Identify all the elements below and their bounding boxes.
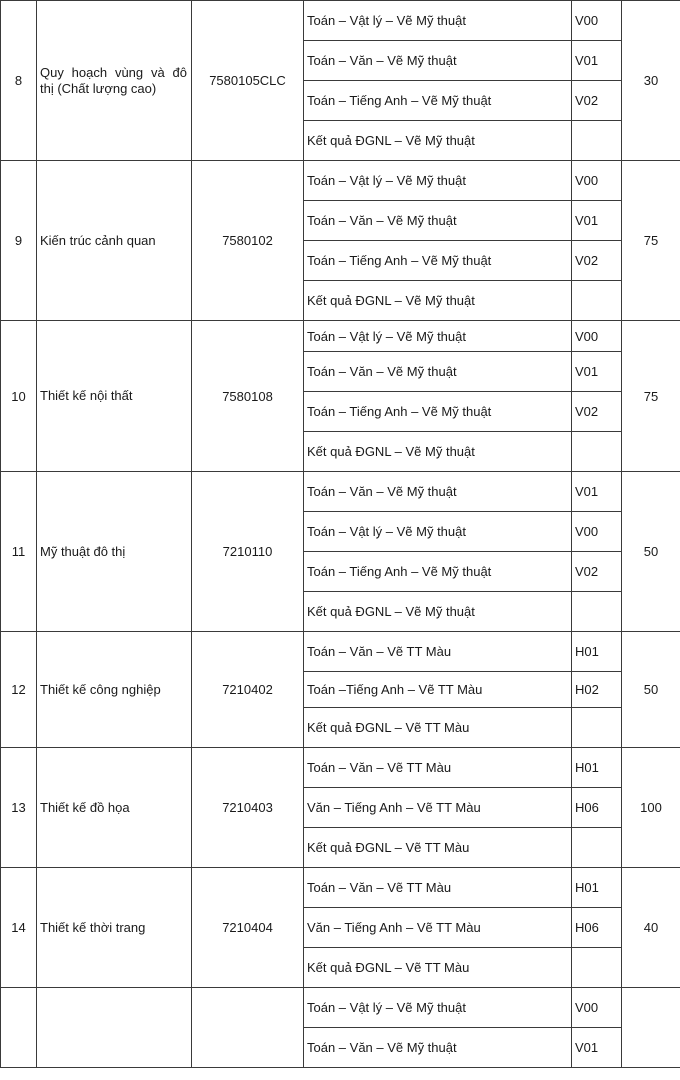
block-code: H01 bbox=[572, 632, 622, 672]
quota: 50 bbox=[622, 632, 680, 748]
row-number: 9 bbox=[1, 161, 37, 321]
block-code: V02 bbox=[572, 81, 622, 121]
block-code bbox=[572, 121, 622, 161]
table-row bbox=[1, 1, 680, 41]
program-code: 7210110 bbox=[192, 472, 304, 632]
subject-combination: Toán – Văn – Vẽ TT Màu bbox=[304, 868, 572, 908]
program-name bbox=[37, 988, 192, 1068]
row-number: 11 bbox=[1, 472, 37, 632]
subject-combination: Toán – Văn – Vẽ Mỹ thuật bbox=[304, 1028, 572, 1068]
block-code: V01 bbox=[572, 472, 622, 512]
block-code: V00 bbox=[572, 321, 622, 352]
block-code bbox=[572, 828, 622, 868]
subject-combination: Kết quả ĐGNL – Vẽ TT Màu bbox=[304, 948, 572, 988]
program-code: 7580105CLC bbox=[192, 1, 304, 161]
quota: 50 bbox=[622, 472, 680, 632]
quota: 30 bbox=[622, 1, 680, 161]
table-row bbox=[1, 868, 680, 908]
subject-combination: Toán – Vật lý – Vẽ Mỹ thuật bbox=[304, 1, 572, 41]
subject-combination: Kết quả ĐGNL – Vẽ Mỹ thuật bbox=[304, 432, 572, 472]
block-code bbox=[572, 708, 622, 748]
table-row bbox=[1, 988, 680, 1028]
quota: 100 bbox=[622, 748, 680, 868]
subject-combination: Toán – Tiếng Anh – Vẽ Mỹ thuật bbox=[304, 552, 572, 592]
program-code: 7210404 bbox=[192, 868, 304, 988]
subject-combination: Toán – Tiếng Anh – Vẽ Mỹ thuật bbox=[304, 392, 572, 432]
quota: 75 bbox=[622, 161, 680, 321]
subject-combination: Toán – Văn – Vẽ TT Màu bbox=[304, 748, 572, 788]
subject-combination: Toán – Tiếng Anh – Vẽ Mỹ thuật bbox=[304, 241, 572, 281]
row-number: 13 bbox=[1, 748, 37, 868]
block-code: V00 bbox=[572, 512, 622, 552]
block-code: V02 bbox=[572, 392, 622, 432]
row-number bbox=[1, 988, 37, 1068]
block-code: H06 bbox=[572, 788, 622, 828]
table-row bbox=[1, 748, 680, 788]
row-number: 10 bbox=[1, 321, 37, 472]
program-name: Quy hoạch vùng và đô thị (Chất lượng cao) bbox=[37, 1, 192, 161]
quota: 40 bbox=[622, 868, 680, 988]
row-number: 14 bbox=[1, 868, 37, 988]
subject-combination: Toán – Văn – Vẽ Mỹ thuật bbox=[304, 352, 572, 392]
program-name: Mỹ thuật đô thị bbox=[37, 472, 192, 632]
block-code: H06 bbox=[572, 908, 622, 948]
block-code: H01 bbox=[572, 748, 622, 788]
block-code bbox=[572, 948, 622, 988]
subject-combination: Toán – Vật lý – Vẽ Mỹ thuật bbox=[304, 321, 572, 352]
program-name: Thiết kế đồ họa bbox=[37, 748, 192, 868]
subject-combination: Toán – Văn – Vẽ Mỹ thuật bbox=[304, 201, 572, 241]
subject-combination: Toán – Văn – Vẽ TT Màu bbox=[304, 632, 572, 672]
subject-combination: Toán – Vật lý – Vẽ Mỹ thuật bbox=[304, 512, 572, 552]
program-code: 7210402 bbox=[192, 632, 304, 748]
block-code: V00 bbox=[572, 161, 622, 201]
subject-combination: Kết quả ĐGNL – Vẽ Mỹ thuật bbox=[304, 592, 572, 632]
subject-combination: Toán – Vật lý – Vẽ Mỹ thuật bbox=[304, 988, 572, 1028]
subject-combination: Toán –Tiếng Anh – Vẽ TT Màu bbox=[304, 672, 572, 708]
program-name: Thiết kế công nghiệp bbox=[37, 632, 192, 748]
quota bbox=[622, 988, 680, 1068]
block-code: V01 bbox=[572, 352, 622, 392]
program-name: Thiết kế thời trang bbox=[37, 868, 192, 988]
program-code: 7210403 bbox=[192, 748, 304, 868]
program-name: Kiến trúc cảnh quan bbox=[37, 161, 192, 321]
block-code: V02 bbox=[572, 552, 622, 592]
subject-combination: Toán – Tiếng Anh – Vẽ Mỹ thuật bbox=[304, 81, 572, 121]
block-code: V01 bbox=[572, 41, 622, 81]
block-code: H02 bbox=[572, 672, 622, 708]
block-code bbox=[572, 432, 622, 472]
program-code bbox=[192, 988, 304, 1068]
table-row bbox=[1, 321, 680, 352]
subject-combination: Kết quả ĐGNL – Vẽ TT Màu bbox=[304, 708, 572, 748]
subject-combination: Kết quả ĐGNL – Vẽ Mỹ thuật bbox=[304, 121, 572, 161]
subject-combination: Văn – Tiếng Anh – Vẽ TT Màu bbox=[304, 788, 572, 828]
table-row bbox=[1, 472, 680, 512]
block-code bbox=[572, 592, 622, 632]
subject-combination: Toán – Vật lý – Vẽ Mỹ thuật bbox=[304, 161, 572, 201]
table-row bbox=[1, 161, 680, 201]
block-code bbox=[572, 281, 622, 321]
subject-combination: Văn – Tiếng Anh – Vẽ TT Màu bbox=[304, 908, 572, 948]
row-number: 8 bbox=[1, 1, 37, 161]
subject-combination: Kết quả ĐGNL – Vẽ TT Màu bbox=[304, 828, 572, 868]
block-code: V00 bbox=[572, 1, 622, 41]
block-code: V00 bbox=[572, 988, 622, 1028]
block-code: V01 bbox=[572, 1028, 622, 1068]
program-code: 7580102 bbox=[192, 161, 304, 321]
table-row bbox=[1, 632, 680, 672]
block-code: V02 bbox=[572, 241, 622, 281]
subject-combination: Toán – Văn – Vẽ Mỹ thuật bbox=[304, 41, 572, 81]
table-body bbox=[1, 1, 680, 1068]
program-code: 7580108 bbox=[192, 321, 304, 472]
quota: 75 bbox=[622, 321, 680, 472]
subject-combination: Toán – Văn – Vẽ Mỹ thuật bbox=[304, 472, 572, 512]
block-code: V01 bbox=[572, 201, 622, 241]
row-number: 12 bbox=[1, 632, 37, 748]
program-name: Thiết kế nội thất bbox=[37, 321, 192, 472]
subject-combination: Kết quả ĐGNL – Vẽ Mỹ thuật bbox=[304, 281, 572, 321]
block-code: H01 bbox=[572, 868, 622, 908]
